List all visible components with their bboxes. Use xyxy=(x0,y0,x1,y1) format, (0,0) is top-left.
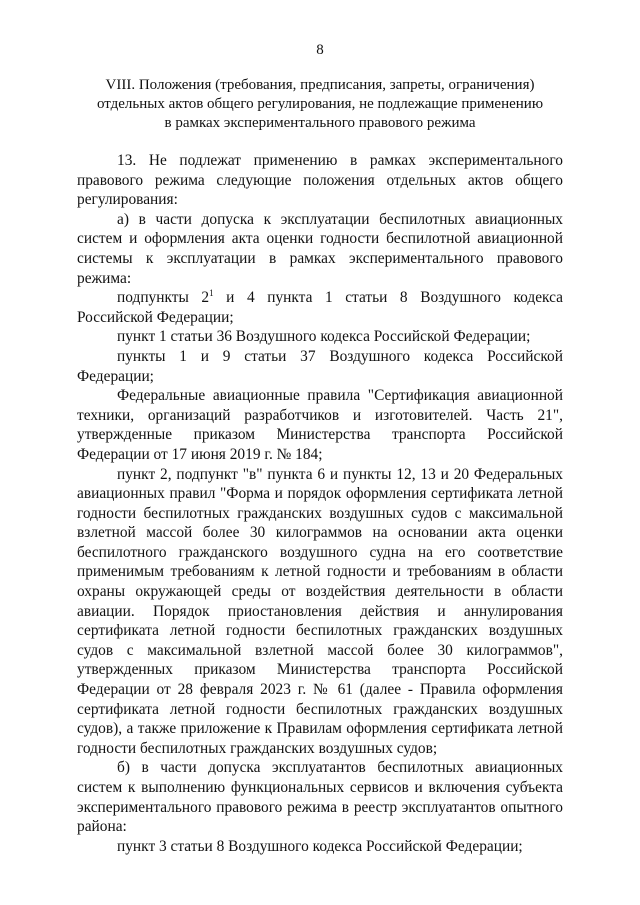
subclause-a-item-1-text-end: и 4 пункта 1 статьи 8 Воздушного кодекса Российской Федерации; xyxy=(77,289,563,326)
subclause-a-item-3: пункты 1 и 9 статьи 37 Воздушного кодекса Российской Федерации; xyxy=(77,347,563,385)
subclause-b-item-1: пункт 3 статьи 8 Воздушного кодекса Российской Федерации; xyxy=(117,837,523,855)
section-title-line: в рамках экспериментального правового режима xyxy=(164,115,476,131)
section-title-line: отдельных актов общего регулирования, не подлежащие применению xyxy=(96,96,544,112)
subclause-a: а) в части допуска к эксплуатации беспилотных авиационных систем и оформления акта оценки годности беспилотной авиационной системы к эксплуатации в рамках экспериментального правового режима: xyxy=(77,210,563,287)
subclause-b: б) в части допуска эксплуатантов беспилотных авиационных систем к выполнению функциональных сервисов и включения субъекта экспериментального правового режима в реестр эксплуатантов опытного района: xyxy=(77,759,563,836)
document-body xyxy=(77,151,563,856)
clause-13: 13. Не подлежат применению в рамках экспериментального правового режима следующие положения отдельных актов общего регулирования: xyxy=(77,152,563,209)
subclause-a-item-5: пункт 2, подпункт "в" пункта 6 и пункты 12, 13 и 20 Федеральных авиационных правил "Форма и порядок оформления сертификата летной годности беспилотных гражданских воздушных судов с максимальной взлетной массой более 30 килограммов на основании акта оценки беспилотного гражданского воздушного судна на его соответствие применимым требованиям к летной годности и требованиям в области охраны окружающей среды от воздействия деятельности в области авиации. Порядок приостановления действия и аннулирования сертификата летной годности беспилотных гражданских воздушных судов с максимальной взлетной массой более 30 килограммов", утвержденных приказом Министерства транспорта Российской Федерации от 28 февраля 2023 г. № 61 (далее - Правила оформления сертификата летной годности беспилотных гражданских воздушных судов), а также приложение к Правилам оформления сертификата летной годности беспилотных гражданских воздушных судов; xyxy=(77,465,563,757)
section-title-line: VIII. Положения (требования, предписания, запреты, ограничения) xyxy=(105,77,535,93)
subclause-a-item-4: Федеральные авиационные правила "Сертификация авиационной техники, организаций разработчиков и изготовителей. Часть 21", утвержденные приказом Министерства транспорта Российской Федерации от 17 июня 2019 г. № 184; xyxy=(77,387,563,463)
subclause-a-item-1 xyxy=(77,288,563,327)
page-number: 8 xyxy=(316,42,324,58)
section-title xyxy=(60,76,580,133)
subclause-a-item-2: пункт 1 статьи 36 Воздушного кодекса Российской Федерации; xyxy=(117,328,531,346)
superscript-index: 1 xyxy=(209,288,214,299)
subclause-a-item-1-text-start: подпункты 2 xyxy=(117,289,210,307)
